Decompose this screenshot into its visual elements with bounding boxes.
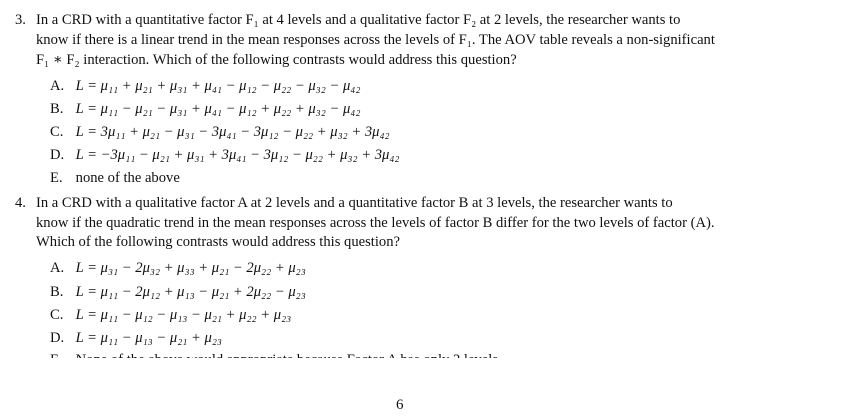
option-letter: B. [50,101,64,117]
option-c[interactable] [50,307,291,324]
option-letter: D. [50,330,65,346]
option-letter: B. [50,284,64,300]
option-e[interactable] [50,170,180,187]
page-crop-mask [0,358,855,418]
option-formula: L = μ₁₁ − 2μ₁₂ + μ₁₃ − μ₂₁ + 2μ₂₂ − μ₂₃ [75,284,306,300]
page-number: 6 [396,397,404,413]
option-formula: L = −3μ₁₁ − μ₂₁ + μ₃₁ + 3μ₄₁ − 3μ₁₂ − μ₂₂ + μ₃₂ + 3μ₄₂ [75,147,400,163]
question-text-line: Which of the following contrasts would address this question? [36,234,400,250]
option-letter: A. [50,260,65,276]
option-c[interactable] [50,124,390,141]
option-formula: L = 3μ₁₁ + μ₂₁ − μ₃₁ − 3μ₄₁ − 3μ₁₂ − μ₂₂ + μ₃₂ + 3μ₄₂ [75,124,390,140]
option-b[interactable] [50,284,306,301]
question-number: 3. [15,12,26,28]
option-b[interactable] [50,101,360,118]
question-text-line: F₁ ∗ F₂ interaction. Which of the following contrasts would address this question? [36,52,517,68]
option-formula: L = μ₃₁ − 2μ₃₂ + μ₃₃ + μ₂₁ − 2μ₂₂ + μ₂₃ [75,260,306,276]
option-letter: C. [50,307,64,323]
question-text-line: In a CRD with a qualitative factor A at 2 levels and a quantitative factor B at 3 levels, the researcher wants to [36,195,673,211]
option-letter: C. [50,124,64,140]
option-a[interactable] [50,78,360,95]
question-text-line: In a CRD with a quantitative factor F₁ at 4 levels and a qualitative factor F₂ at 2 levels, the researcher wants to [36,12,681,28]
option-formula: L = μ₁₁ − μ₁₂ − μ₁₃ − μ₂₁ + μ₂₂ + μ₂₃ [75,307,292,323]
option-a[interactable] [50,260,306,277]
option-d[interactable] [50,147,399,164]
option-formula: L = μ₁₁ − μ₁₃ − μ₂₁ + μ₂₃ [75,330,222,346]
option-letter: A. [50,78,65,94]
option-letter: E. [50,170,63,186]
option-d[interactable] [50,330,222,347]
option-formula: L = μ₁₁ + μ₂₁ + μ₃₁ + μ₄₁ − μ₁₂ − μ₂₂ − μ₃₂ − μ₄₂ [75,78,361,94]
question-number: 4. [15,195,26,211]
option-formula: L = μ₁₁ − μ₂₁ − μ₃₁ + μ₄₁ − μ₁₂ + μ₂₂ + μ₃₂ − μ₄₂ [75,101,361,117]
option-letter: D. [50,147,65,163]
question-text-line: know if there is a linear trend in the mean responses across the levels of F₁. The AOV table reveals a non-significant [36,32,715,48]
question-text-line: know if the quadratic trend in the mean responses across the levels of factor B differ for the two levels of factor (A). [36,215,715,231]
option-text: none of the above [75,170,180,186]
